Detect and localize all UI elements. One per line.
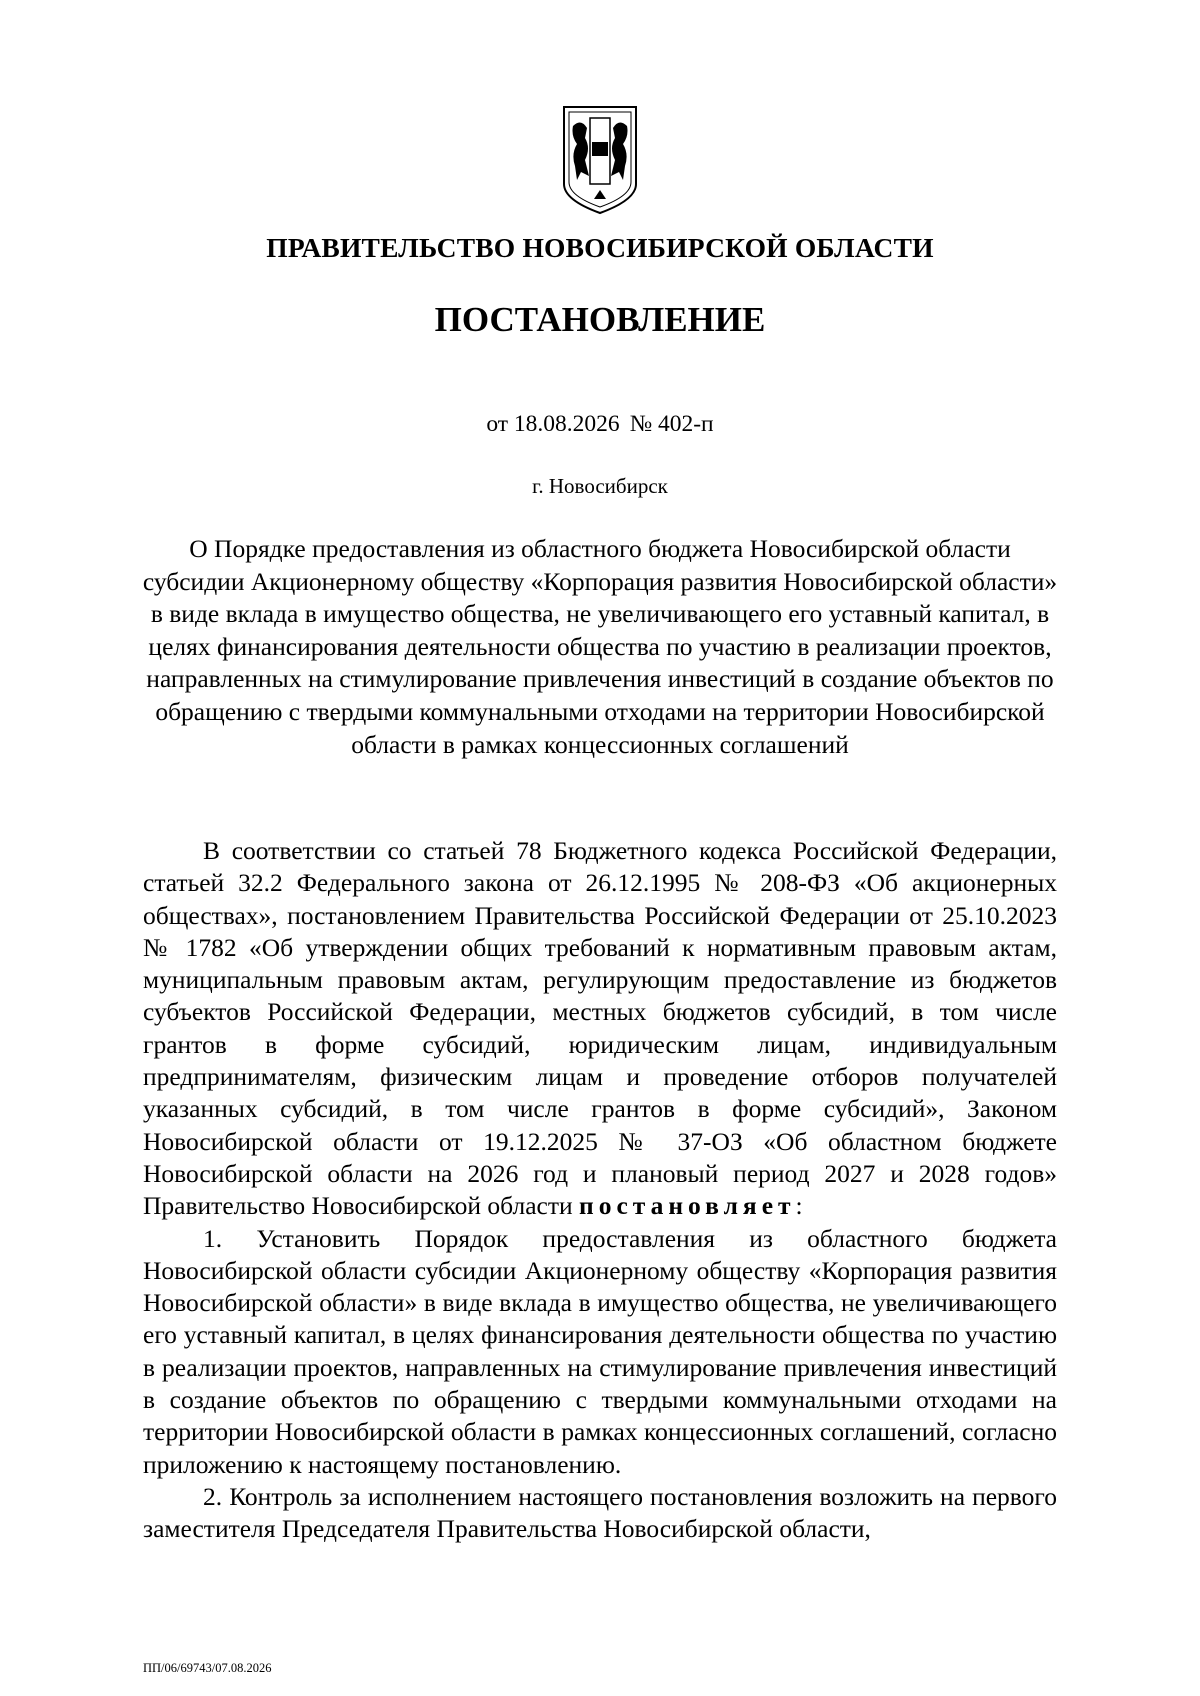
document-title: О Порядке предоставления из областного бюджета Новосибирской области субсидии Акционерному обществу «Корпорация развития Новосибирской области» в виде вклада в имущество общества, не увеличивающего его уставный капитал, в целях финансирования деятельности общества по участию в реализации проектов, направленных на стимулирование привлечения инвестиций в создание объектов по обращению с твердыми коммунальными отходами на территории Новосибирской области в рамках концессионных соглашений [142, 534, 1058, 759]
document-code: ПП/06/69743/07.08.2026 [143, 1661, 272, 1675]
clause-2: 2. Контроль за исполнением настоящего постановления возложить на первого заместителя Председателя Правительства Новосибирской области, [143, 1481, 1057, 1544]
organization-name: ПРАВИТЕЛЬСТВО НОВОСИБИРСКОЙ ОБЛАСТИ [266, 232, 934, 263]
document-number: № 402-п [629, 411, 714, 437]
preamble-text: В соответствии со статьей 78 Бюджетного кодекса Российской Федерации, статьей 32.2 Федерального закона от 26.12.1995 № 208-ФЗ «Об акционерных обществах», постановлением Правительства Российской Федерации от 25.10.2023 № 1782 «Об утверждении общих требований к нормативным правовым актам, муниципальным правовым актам, регулирующим предоставление из бюджетов субъектов Российской Федерации, местных бюджетов субсидий, в том числе грантов в форме субсидий, юридическим лицам, индивидуальным предпринимателям, физическим лицам и проведение отборов получателей указанных субсидий, в том числе грантов в форме субсидий», Законом Новосибирской области от 19.12.2025 № 37-ОЗ «Об областном бюджете Новосибирской области на 2026 год и плановый период 2027 и 2028 годов» Правительство Новосибирской области [143, 836, 1057, 1221]
document-type: ПОСТАНОВЛЕНИЕ [434, 300, 766, 339]
novosibirsk-coat-of-arms-icon [561, 104, 639, 216]
date-number-line [0, 411, 1200, 438]
preamble-paragraph [143, 835, 1057, 1223]
resolves-word: постановляет [579, 1191, 796, 1221]
document-body [143, 835, 1057, 1546]
clause-1: 1. Установить Порядок предоставления из областного бюджета Новосибирской области субсидии Акционерному обществу «Корпорация развития Новосибирской области» в виде вклада в имущество общества, не увеличивающего его уставный капитал, в целях финансирования деятельности общества по участию в реализации проектов, направленных на стимулирование привлечения инвестиций в создание объектов по обращению с твердыми коммунальными отходами на территории Новосибирской области в рамках концессионных соглашений, согласно приложению к настоящему постановлению. [143, 1223, 1057, 1479]
document-date: от 18.08.2026 [486, 411, 620, 437]
city: г. Новосибирск [532, 474, 668, 498]
resolves-colon: : [795, 1191, 803, 1221]
